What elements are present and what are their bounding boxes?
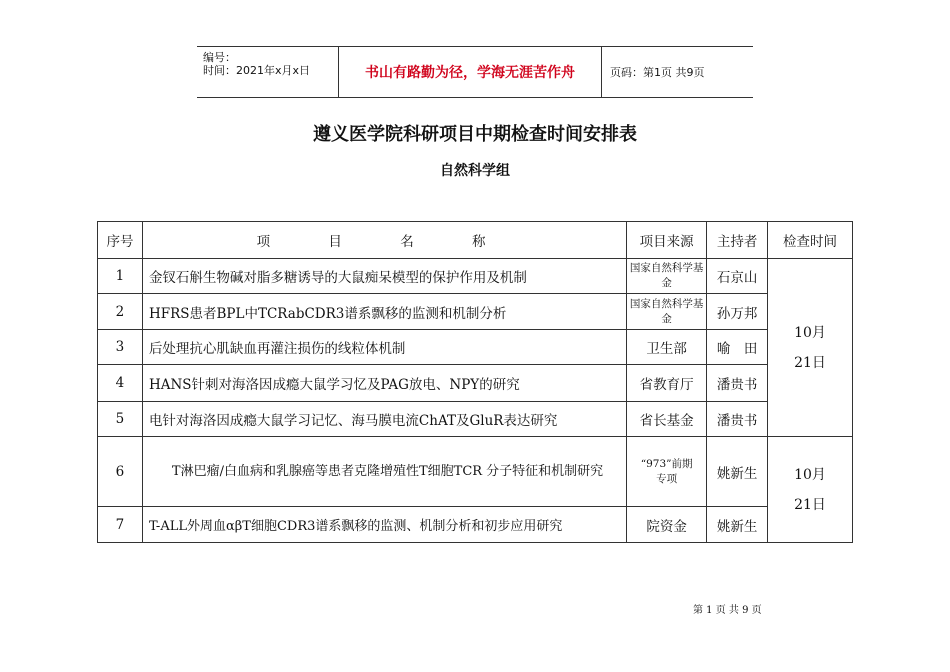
table-row [98, 294, 853, 330]
row-host: 喻 田 [707, 330, 768, 365]
row-name: 金钗石斛生物碱对脂多糖诱导的大鼠痴呆模型的保护作用及机制 [142, 259, 626, 294]
header-page-label: 页码：第1页 共9页 [610, 66, 705, 79]
document-title: 遵义医学院科研项目中期检查时间安排表 [313, 124, 637, 145]
row-host: 姚新生 [707, 507, 768, 543]
row-no: 4 [98, 365, 143, 402]
row-host: 石京山 [707, 259, 768, 294]
table-row [98, 330, 853, 365]
row-source: 国家自然科学基金 [627, 294, 707, 330]
check-time-group-1: 10月21日 [768, 259, 853, 437]
row-host: 潘贵书 [707, 365, 768, 402]
row-source: 省教育厅 [627, 365, 707, 402]
number-label: 编号： [203, 51, 236, 64]
row-host: 潘贵书 [707, 402, 768, 437]
row-no: 5 [98, 402, 143, 437]
check-time-group-2: 10月21日 [768, 437, 853, 543]
row-name: HFRS患者BPL中TCRabCDR3谱系飘移的监测和机制分析 [142, 294, 626, 330]
row-host: 孙万邦 [707, 294, 768, 330]
page-footer: 第 1 页 共 9 页 [693, 605, 762, 616]
row-name: HANS针刺对海洛因成瘾大鼠学习忆及PAG放电、NPY的研究 [142, 365, 626, 402]
header-check-time: 检查时间 [768, 222, 853, 259]
table-row [98, 507, 853, 543]
header-no: 序号 [98, 222, 143, 259]
row-name: 后处理抗心肌缺血再灌注损伤的线粒体机制 [142, 330, 626, 365]
table-header-row [98, 222, 853, 259]
row-name: T-ALL外周血αβT细胞CDR3谱系飘移的监测、机制分析和初步应用研究 [142, 507, 626, 543]
row-source: 院资金 [627, 507, 707, 543]
row-host: 姚新生 [707, 437, 768, 507]
header-host: 主持者 [707, 222, 768, 259]
row-source: 省长基金 [627, 402, 707, 437]
row-no: 3 [98, 330, 143, 365]
table-row [98, 437, 853, 507]
header-meta [197, 47, 338, 97]
row-source: 国家自然科学基金 [627, 259, 707, 294]
row-no: 7 [98, 507, 143, 543]
schedule-table [97, 221, 853, 543]
row-name: 电针对海洛因成瘾大鼠学习记忆、海马膜电流ChAT及GluR表达研究 [142, 402, 626, 437]
row-source: “973”前期专项 [627, 437, 707, 507]
row-no: 6 [98, 437, 143, 507]
row-no: 2 [98, 294, 143, 330]
header-source: 项目来源 [627, 222, 707, 259]
header-name: 项 目 名 称 [142, 222, 626, 259]
page-header [197, 46, 753, 98]
time-label: 时间：2021年x月x日 [203, 64, 311, 77]
row-name: T淋巴瘤/白血病和乳腺癌等患者克隆增殖性T细胞TCR 分子特征和机制研究 [142, 437, 626, 507]
row-source: 卫生部 [627, 330, 707, 365]
header-motto: 书山有路勤为径，学海无涯苦作舟 [338, 47, 602, 97]
table-row [98, 365, 853, 402]
row-no: 1 [98, 259, 143, 294]
document-subtitle: 自然科学组 [440, 163, 510, 179]
table-row [98, 402, 853, 437]
table-row [98, 259, 853, 294]
